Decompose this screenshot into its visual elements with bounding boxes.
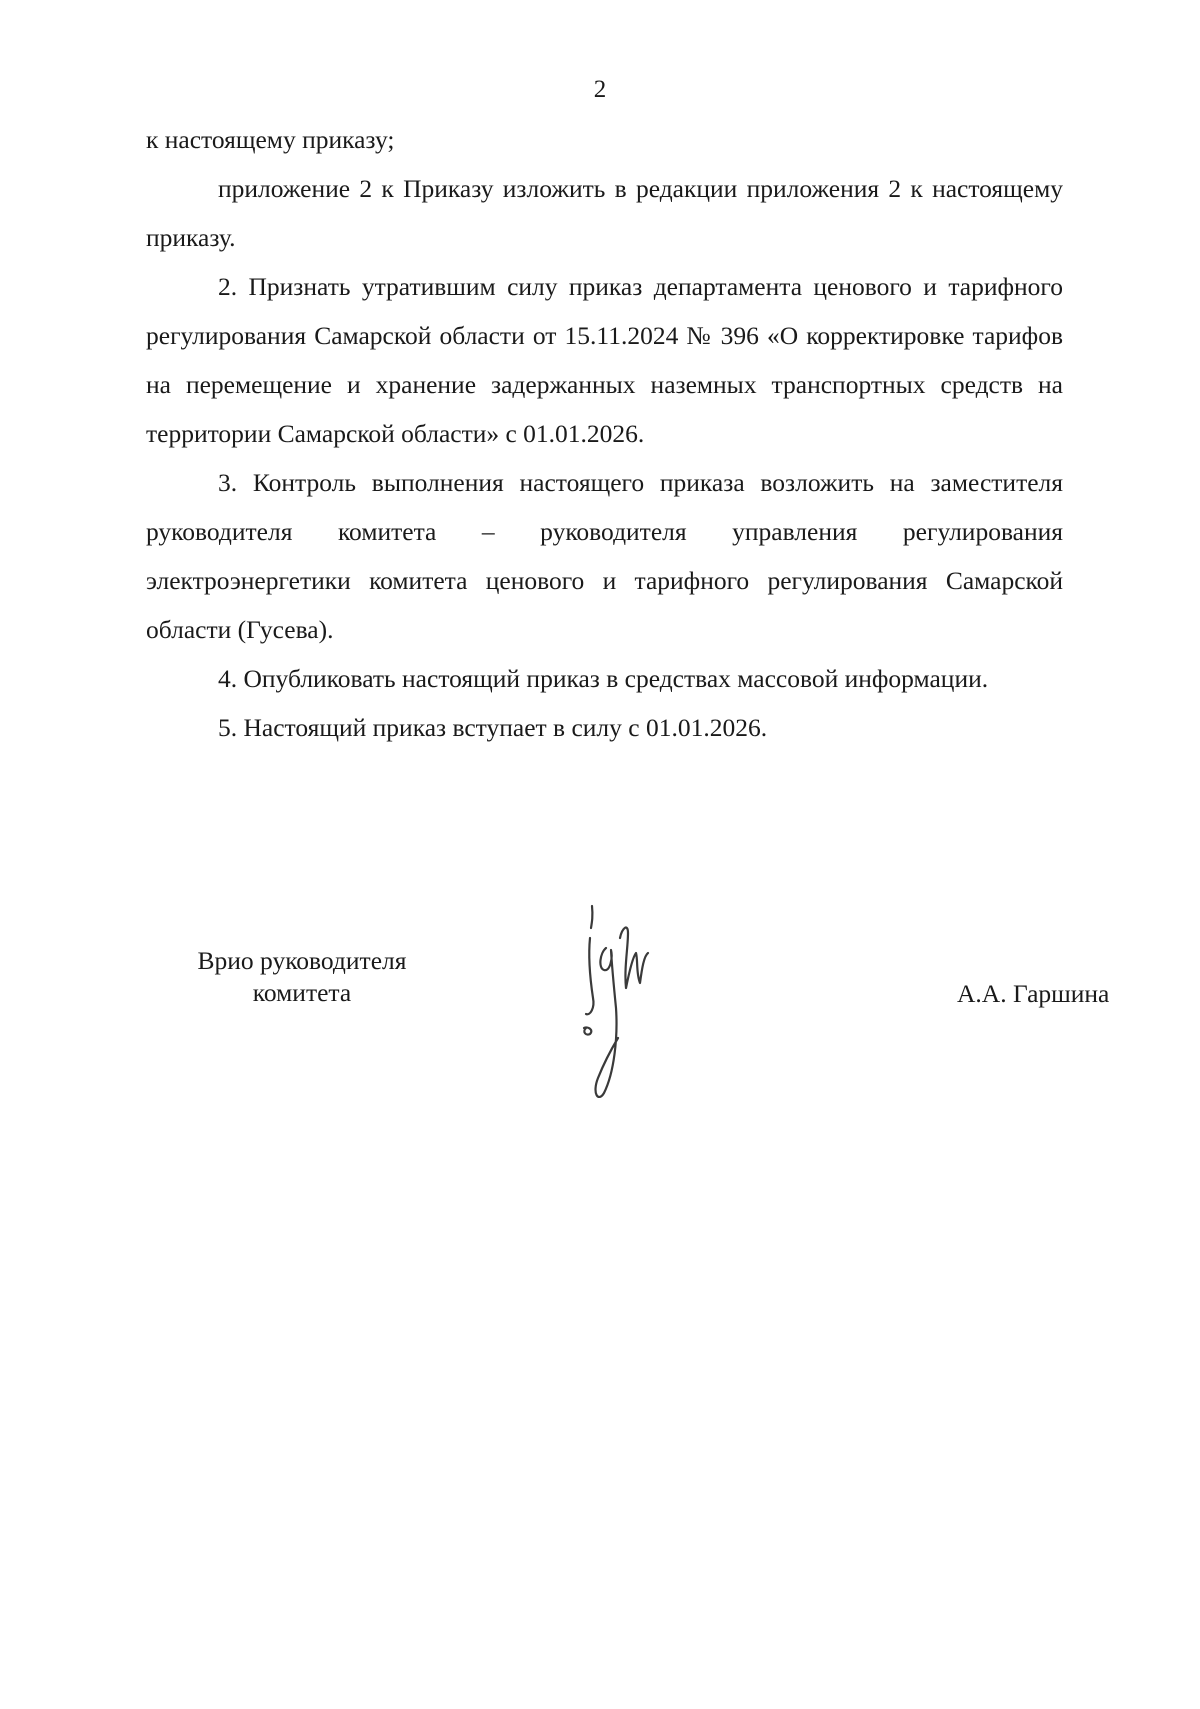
paragraph-appendix-2: приложение 2 к Приказу изложить в редакции приложения 2 к настоящему приказу. [146, 174, 1063, 252]
paragraph-item-5: 5. Настоящий приказ вступает в силу с 01.01.2026. [218, 713, 768, 742]
signatory-title-line-1: Врио руководителя [197, 946, 407, 975]
handwritten-signature-icon [578, 898, 688, 1098]
page-number: 2 [593, 76, 607, 103]
signatory-title [162, 945, 442, 1009]
signatory-name: А.А. Гаршина [957, 979, 1110, 1008]
paragraph-continuation: к настоящему приказу; [146, 125, 395, 154]
paragraph-item-3: 3. Контроль выполнения настоящего приказа возложить на заместителя руководителя комитета – руководителя управления регулирования электроэнергетики комитета ценового и тарифного регулирования Самарской области (Гусева). [146, 468, 1063, 644]
paragraph-item-2: 2. Признать утратившим силу приказ департамента ценового и тарифного регулирования Самарской области от 15.11.2024 № 396 «О корректировке тарифов на перемещение и хранение задержанных наземных транспортных средств на территории Самарской области» с 01.01.2026. [146, 272, 1063, 448]
document-body [146, 115, 1063, 752]
signatory-title-line-2: комитета [252, 978, 352, 1007]
paragraph-item-4: 4. Опубликовать настоящий приказ в средствах массовой информации. [218, 664, 989, 693]
